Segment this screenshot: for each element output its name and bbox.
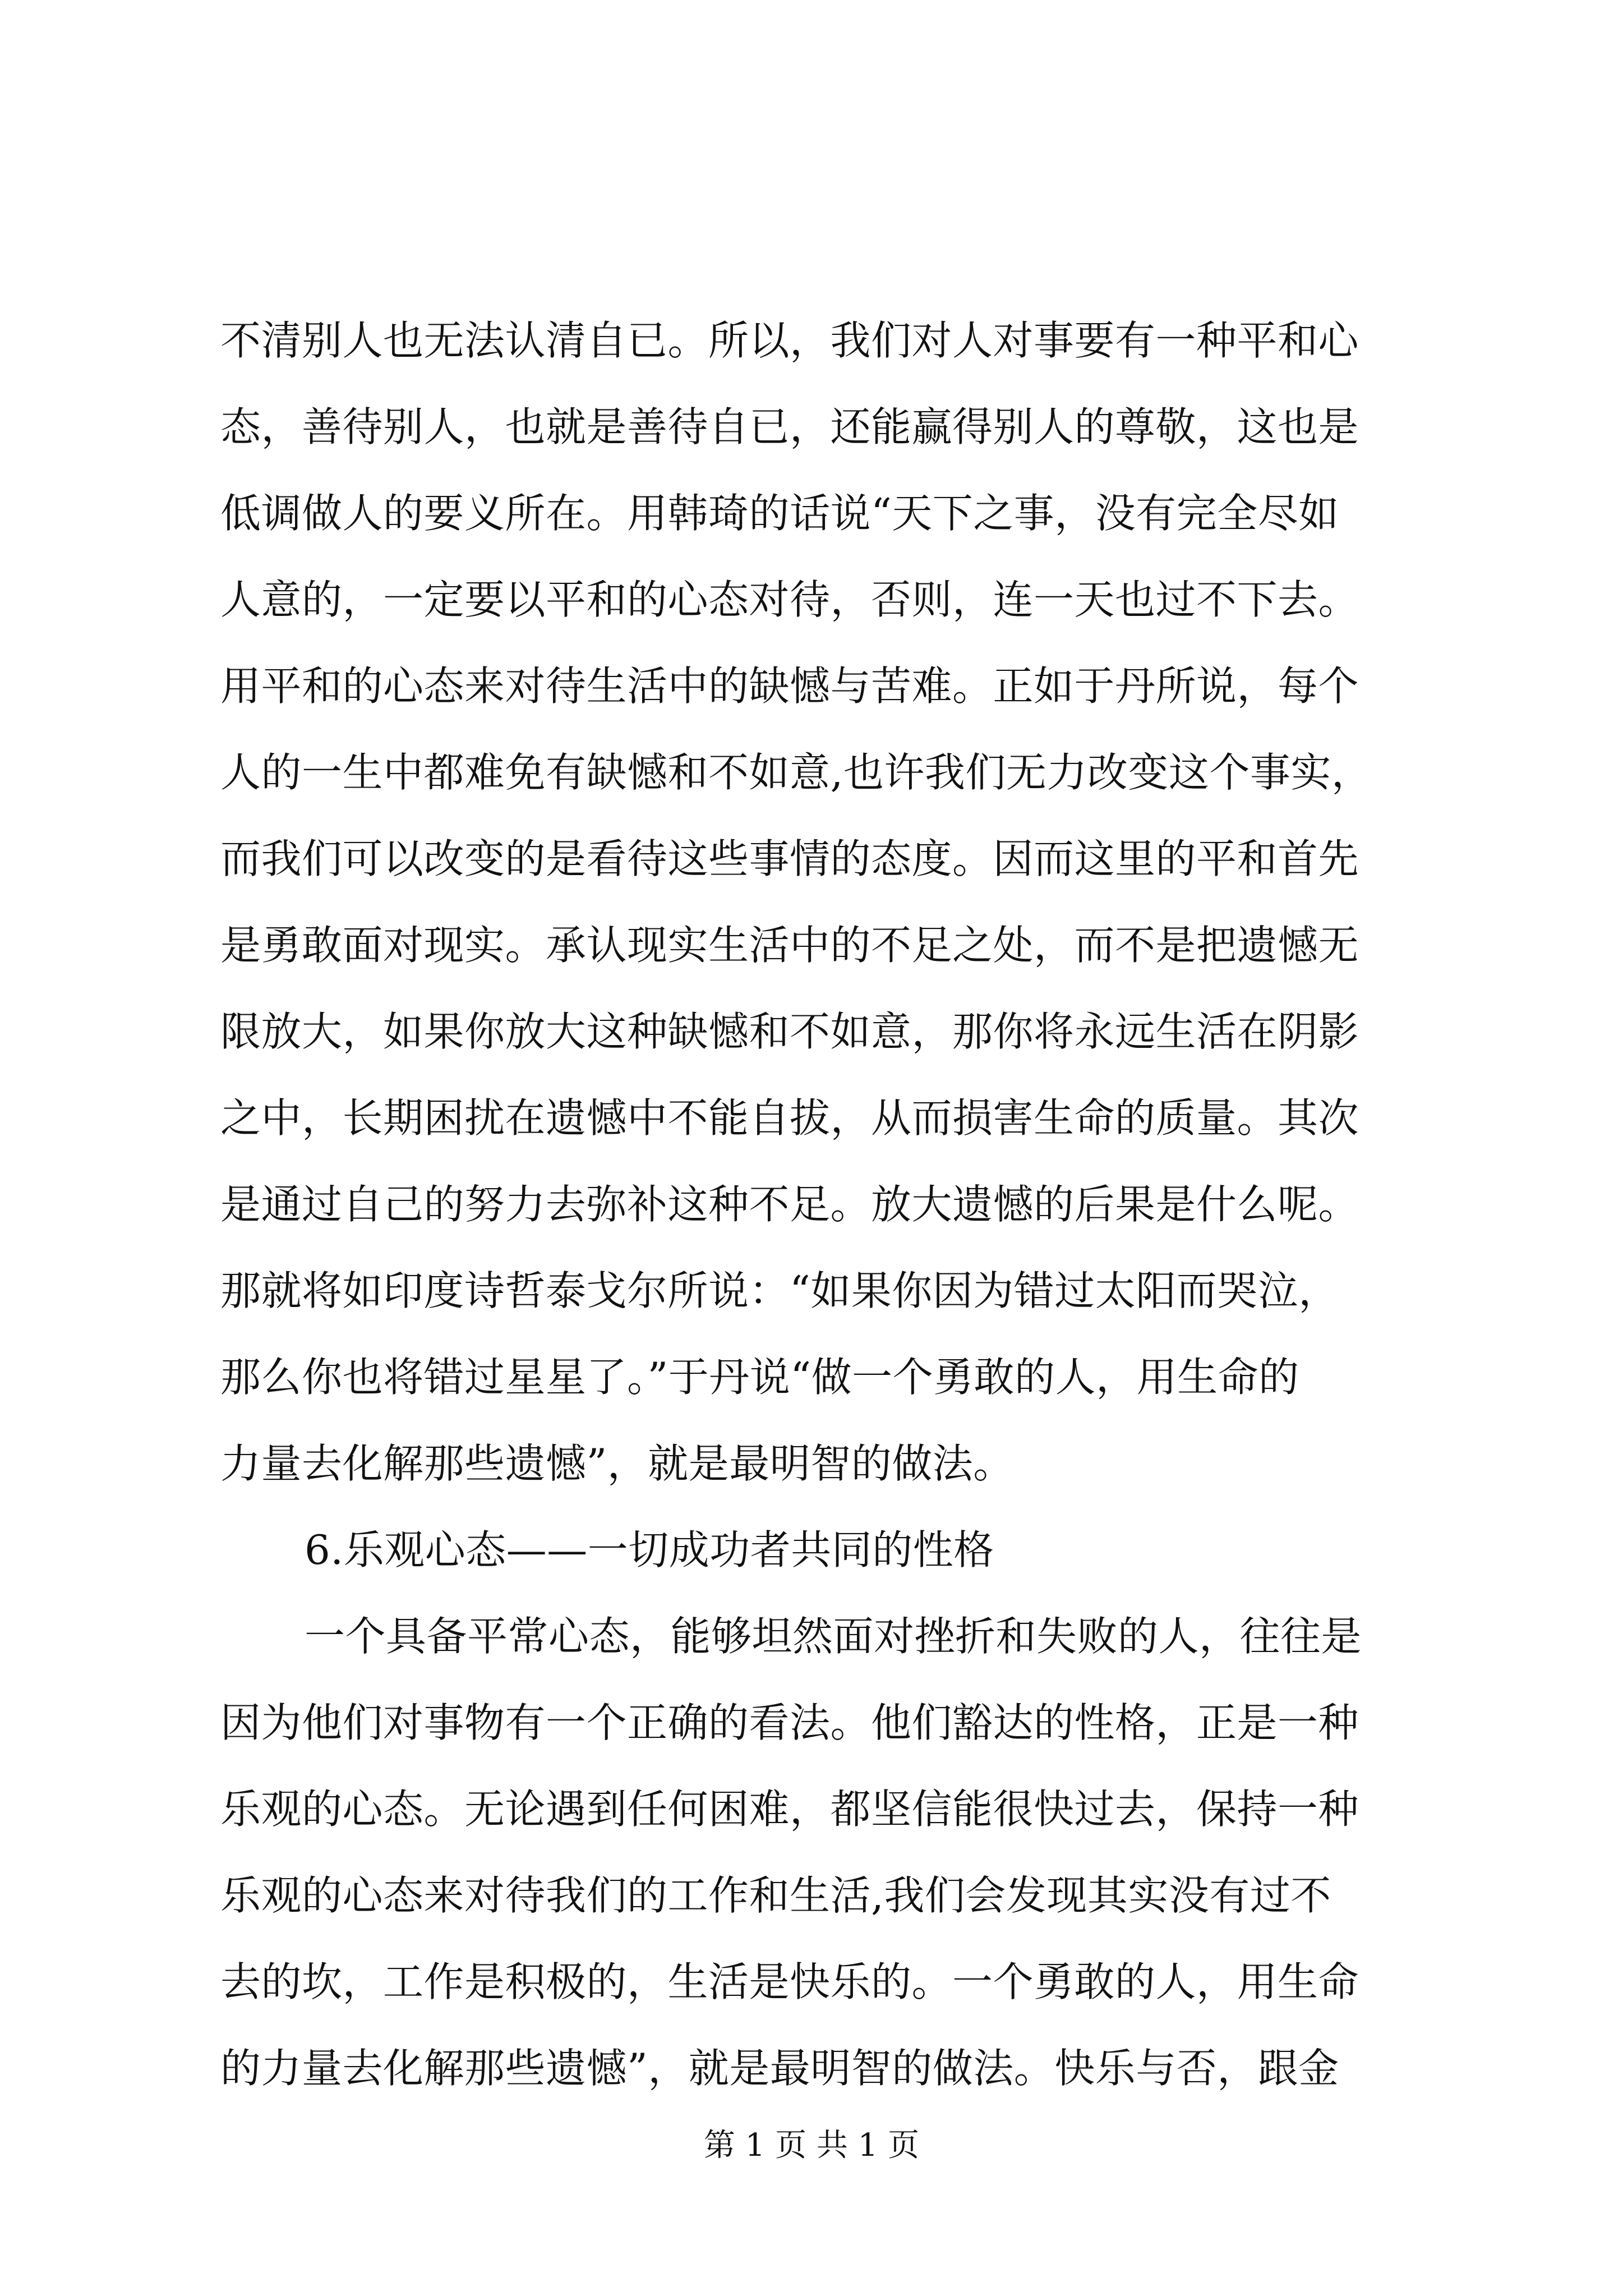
text-line: 那么你也将错过星星了。”于丹说“做一个勇敢的人，用生命的 <box>220 1354 1299 1401</box>
text-line: 的力量去化解那些遗憾”，就是最明智的做法。快乐与否，跟金 <box>220 2045 1339 2092</box>
text-line: 人的一生中都难免有缺憾和不如意,也许我们无力改变这个事实， <box>220 749 1372 796</box>
page-footer: 第 1 页 共 1 页 <box>703 2127 920 2164</box>
text-line: 那就将如印度诗哲泰戈尔所说：“如果你因为错过太阳而哭泣， <box>220 1267 1339 1314</box>
text-line: 是通过自己的努力去弥补这种不足。放大遗憾的后果是什么呢。 <box>220 1181 1359 1228</box>
text-line: 去的坎，工作是积极的，生活是快乐的。一个勇敢的人，用生命 <box>220 1958 1359 2005</box>
text-line: 态，善待别人，也就是善待自已，还能赢得别人的尊敬，这也是 <box>220 403 1359 450</box>
text-line: 乐观的心态。无论遇到任何困难，都坚信能很快过去，保持一种 <box>220 1786 1359 1833</box>
text-line: 是勇敢面对现实。承认现实生活中的不足之处，而不是把遗憾无 <box>220 922 1359 969</box>
text-line: 用平和的心态来对待生活中的缺憾与苦难。正如于丹所说，每个 <box>220 662 1359 710</box>
section-heading: 6.乐观心态——一切成功者共同的性格 <box>305 1526 994 1573</box>
text-line: 低调做人的要义所在。用韩琦的话说“天下之事，没有完全尽如 <box>220 490 1339 537</box>
body-text <box>220 297 1423 2111</box>
text-line: 而我们可以改变的是看待这些事情的态度。因而这里的平和首先 <box>220 835 1359 882</box>
text-line: 乐观的心态来对待我们的工作和生活,我们会发现其实没有过不 <box>220 1872 1331 1919</box>
paragraph-first-line: 一个具备平常心态，能够坦然面对挫折和失败的人，往往是 <box>305 1613 1362 1660</box>
text-line: 不清别人也无法认清自已。所以，我们对人对事要有一种平和心 <box>220 317 1359 364</box>
text-line: 因为他们对事物有一个正确的看法。他们豁达的性格，正是一种 <box>220 1699 1359 1746</box>
text-line: 限放大，如果你放大这种缺憾和不如意，那你将永远生活在阴影 <box>220 1008 1359 1055</box>
text-line: 之中，长期困扰在遗憾中不能自拔，从而损害生命的质量。其次 <box>220 1094 1359 1142</box>
text-line: 人意的，一定要以平和的心态对待，否则，连一天也过不下去。 <box>220 576 1359 623</box>
text-line: 力量去化解那些遗憾”，就是最明智的做法。 <box>220 1440 1014 1487</box>
